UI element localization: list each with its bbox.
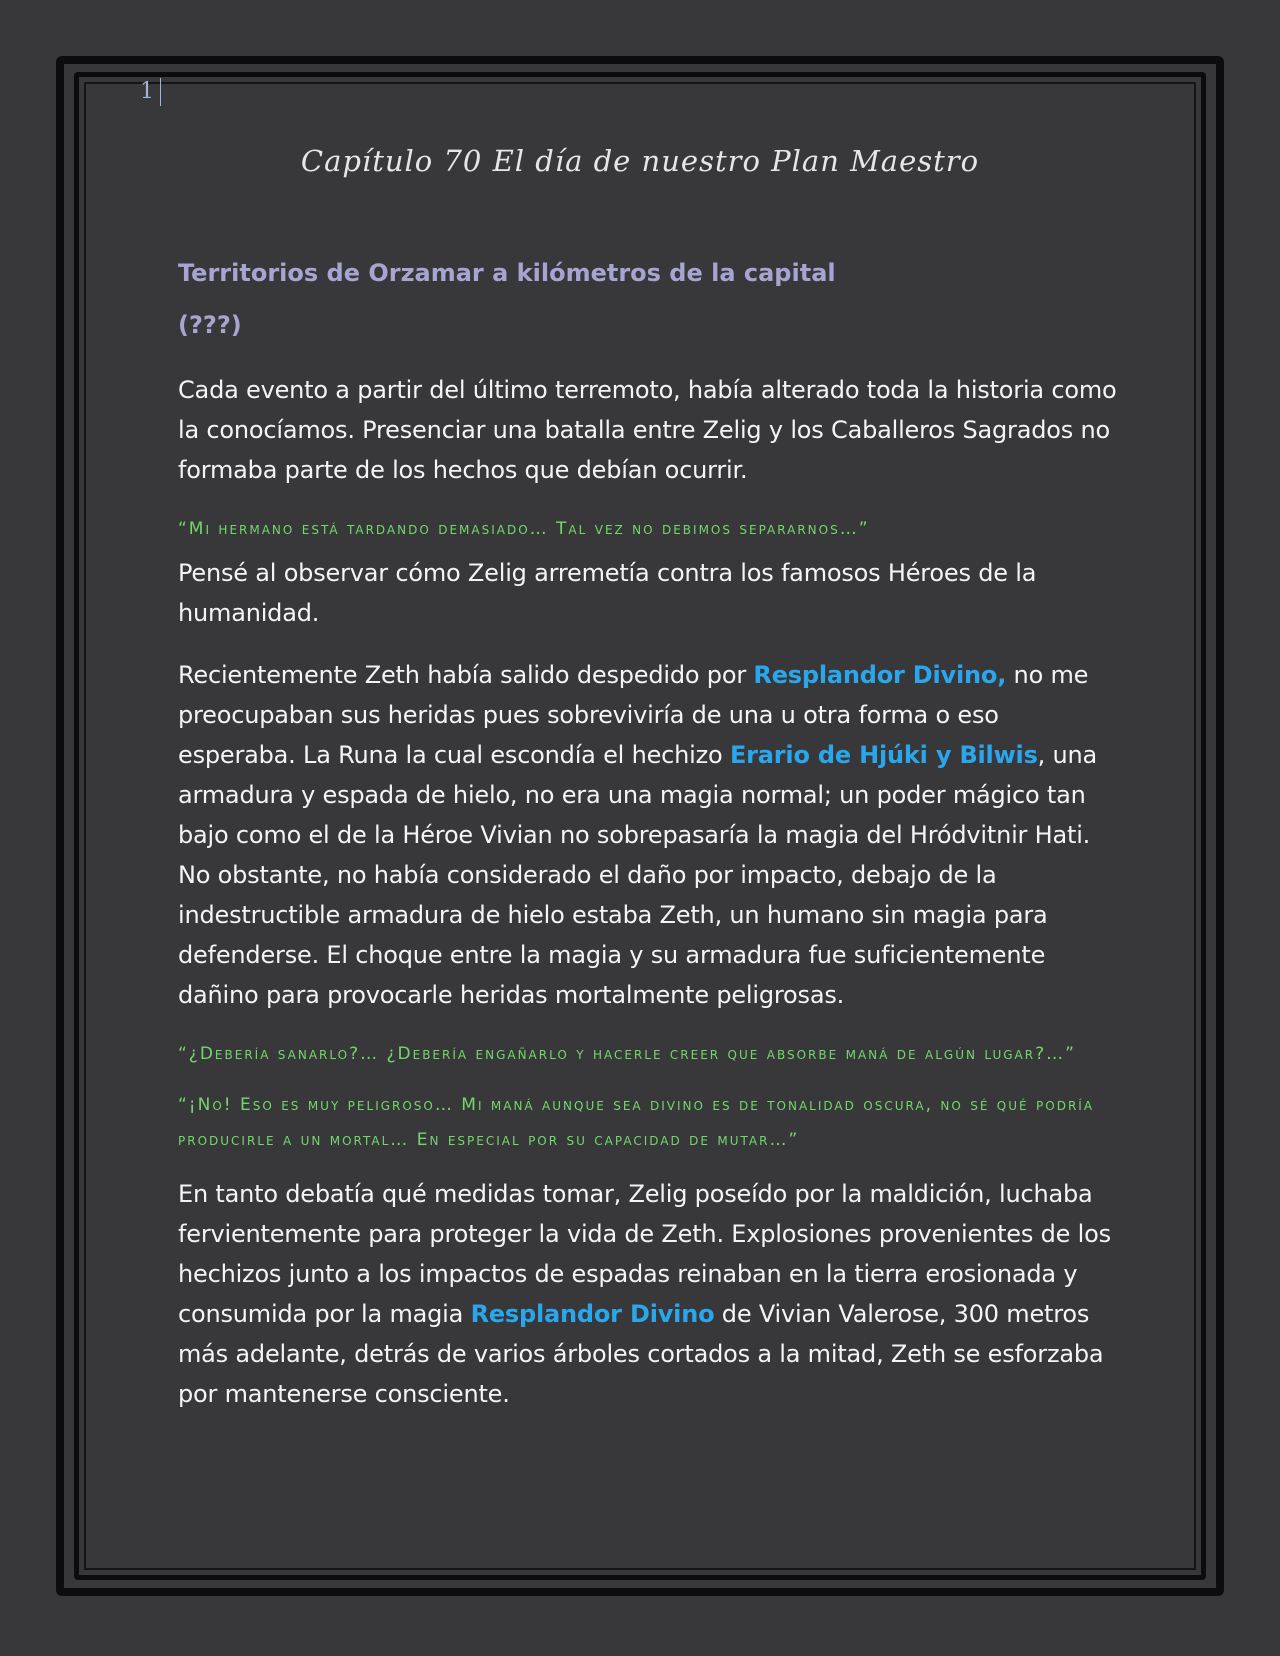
inner-thought-2: “¿Debería sanarlo?… ¿Debería engañarlo y hacerle creer que absorbe maná de algún lugar?…” (178, 1044, 1076, 1064)
inner-thought-1: “Mi hermano está tardando demasiado… Tal vez no debimos separarnos…” (178, 519, 870, 539)
paragraph-2: Pensé al observar cómo Zelig arremetía contra los famosos Héroes de la humanidad. (178, 559, 1037, 627)
spell-name-resplandor-divino: Resplandor Divino, (753, 661, 1007, 689)
speaker-label: (???) (178, 311, 242, 339)
inner-thought-3: “¡No! Eso es muy peligroso… Mi maná aunque sea divino es de tonalidad oscura, no sé qué podría producirle a un mortal… En especial por su capacidad de mutar…” (178, 1095, 1095, 1150)
paragraph-4 (178, 1174, 1118, 1414)
paragraph-3-text-b: no me preocupaban sus heridas pues sobreviviría de una u otra forma o eso esperaba. La Runa la cual escondía el hechizo (178, 661, 1089, 769)
paragraph-4-text-a: En tanto debatía qué medidas tomar, Zelig poseído por la maldición, luchaba fervientemente para proteger la vida de Zeth. Explosiones provenientes de los hechizos junto a los impactos de espadas reinaban en la tierra erosionada y consumida por la magia (178, 1180, 1111, 1328)
chapter-title: Capítulo 70 El día de nuestro Plan Maestro (300, 144, 980, 178)
paragraph-1: Cada evento a partir del último terremoto, había alterado toda la historia como la conocíamos. Presenciar una batalla entre Zelig y los Caballeros Sagrados no formaba parte de los hechos que debían ocurrir. (178, 376, 1117, 484)
paragraph-3-text-c: , una armadura y espada de hielo, no era una magia normal; un poder mágico tan bajo como el de la Héroe Vivian no sobrepasaría la magia del Hródvitnir Hati. No obstante, no había considerado el daño por impacto, debajo de la indestructible armadura de hielo estaba Zeth, un humano sin magia para defenderse. El choque entre la magia y su armadura fue suficientemente dañino para provocarle heridas mortalmente peligrosas. (178, 741, 1098, 1009)
spell-name-resplandor-divino-2: Resplandor Divino (470, 1300, 715, 1328)
paragraph-3-text-a: Recientemente Zeth había salido despedido por (178, 661, 754, 689)
spell-name-erario: Erario de Hjúki y Bilwis (729, 741, 1038, 769)
page-number: 1 (140, 78, 161, 106)
paragraph-4-text-b: de Vivian Valerose, 300 metros más adelante, detrás de varios árboles cortados a la mitad, Zeth se esforzaba por mantenerse consciente. (178, 1300, 1104, 1408)
document-body (178, 256, 1118, 1436)
location-heading: Territorios de Orzamar a kilómetros de la capital (178, 259, 836, 287)
paragraph-3 (178, 655, 1118, 1015)
